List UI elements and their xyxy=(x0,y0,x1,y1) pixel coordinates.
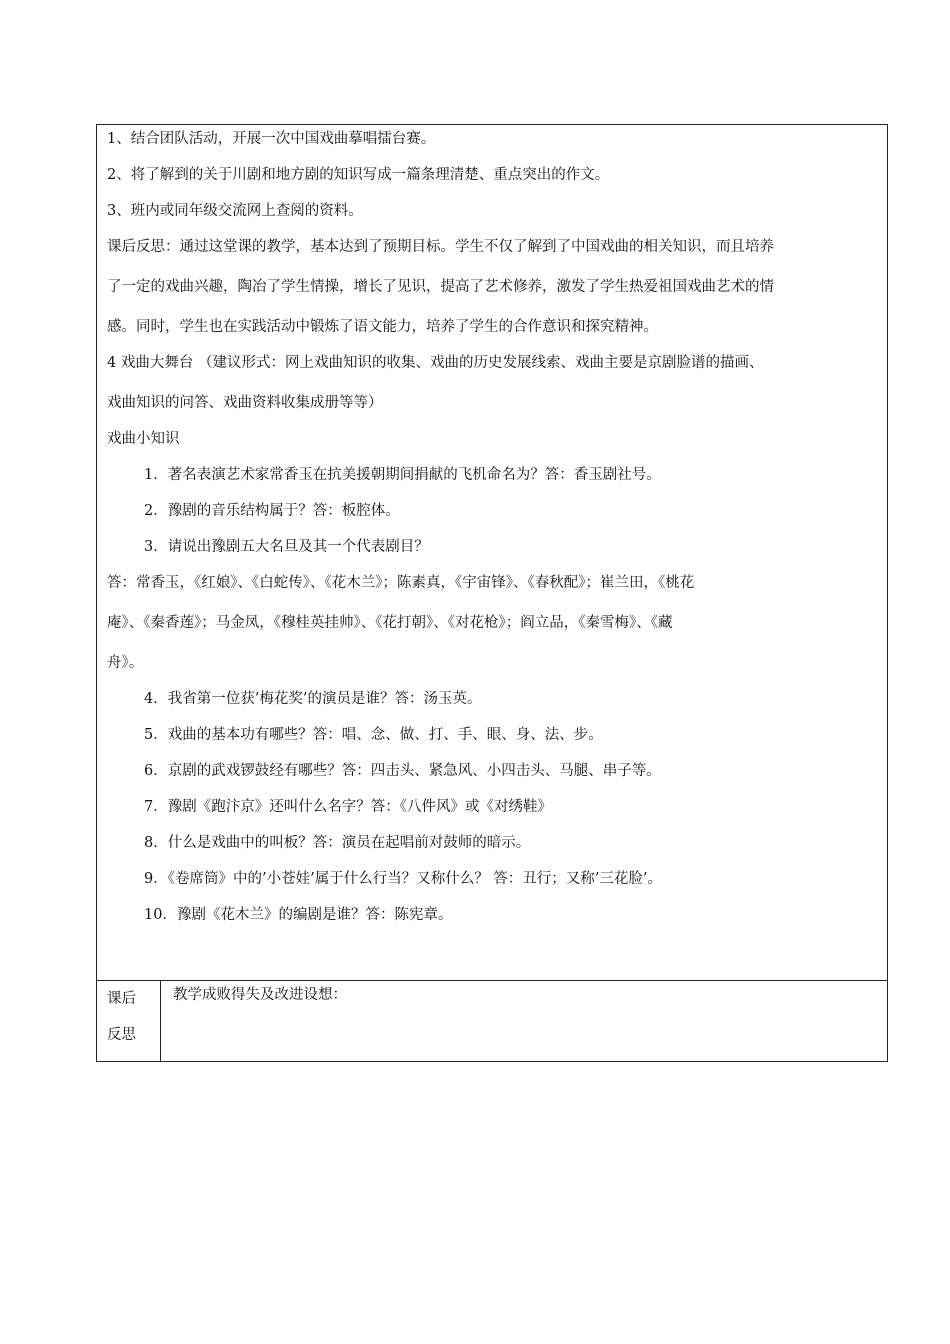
text-line: 3、班内或同年级交流网上查阅的资料。 xyxy=(107,203,363,219)
text-line: 1、结合团队活动，开展一次中国戏曲摹唱擂台赛。 xyxy=(107,131,436,147)
reflection-row xyxy=(97,981,887,1061)
reflection-label: 反思 xyxy=(107,1027,136,1043)
reflection-label-cell xyxy=(97,981,161,1061)
activity-content-cell xyxy=(97,125,887,981)
text-line: 感。同时，学生也在实践活动中锻炼了语文能力，培养了学生的合作意识和探究精神。 xyxy=(107,319,658,335)
text-line: 庵》、《秦香莲》；马金凤，《穆桂英挂帅》、《花打朝》、《对花枪》；阎立品，《秦雪梅》、《藏 xyxy=(107,615,673,631)
text-line: 课后反思：通过这堂课的教学，基本达到了预期目标。学生不仅了解到了中国戏曲的相关知识，而且培养 xyxy=(107,239,774,255)
section-heading: 戏曲小知识 xyxy=(107,431,180,447)
question-7: 7．豫剧《跑汴京》还叫什么名字？答：《八件风》或《对绣鞋》 xyxy=(144,799,552,815)
question-8: 8．什么是戏曲中的叫板？答：演员在起唱前对鼓师的暗示。 xyxy=(144,835,531,851)
question-10: 10．豫剧《花木兰》的编剧是谁？答：陈宪章。 xyxy=(144,907,453,923)
text-line: 戏曲知识的问答、戏曲资料收集成册等等） xyxy=(107,395,383,411)
lesson-table xyxy=(96,124,888,1062)
question-2: 2．豫剧的音乐结构属于？答：板腔体。 xyxy=(144,503,400,519)
question-9: 9．《卷席筒》中的’小苍娃’属于什么行当？又称什么？ 答：丑行；又称’三花脸’。 xyxy=(144,871,663,887)
question-6: 6．京剧的武戏锣鼓经有哪些？答：四击头、紧急风、小四击头、马腿、串子等。 xyxy=(144,763,661,779)
question-5: 5．戏曲的基本功有哪些？答：唱、念、做、打、手、眼、身、法、步。 xyxy=(144,727,603,743)
text-line: 2、将了解到的关于川剧和地方剧的知识写成一篇条理清楚、重点突出的作文。 xyxy=(107,167,610,183)
question-3: 3．请说出豫剧五大名旦及其一个代表剧目？ xyxy=(144,539,429,555)
question-4: 4．我省第一位获’梅花奖’的演员是谁？答：汤玉英。 xyxy=(144,691,482,707)
reflection-label: 课后 xyxy=(107,991,136,1007)
question-1: 1．著名表演艺术家常香玉在抗美援朝期间捐献的飞机命名为？答：香玉剧社号。 xyxy=(144,467,661,483)
text-line: 答：常香玉，《红娘》、《白蛇传》、《花木兰》；陈素真，《宇宙锋》、《春秋配》；崔兰田，《桃花 xyxy=(107,575,695,591)
reflection-prompt: 教学成败得失及改进设想： xyxy=(173,987,347,1003)
text-line: 4 戏曲大舞台 （建议形式：网上戏曲知识的收集、戏曲的历史发展线索、戏曲主要是京剧脸谱的描画、 xyxy=(107,355,764,371)
text-line: 舟》。 xyxy=(107,655,144,671)
text-line: 了一定的戏曲兴趣，陶冶了学生情操，增长了见识，提高了艺术修养，激发了学生热爱祖国戏曲艺术的情 xyxy=(107,279,774,295)
reflection-content-cell xyxy=(161,981,887,1061)
